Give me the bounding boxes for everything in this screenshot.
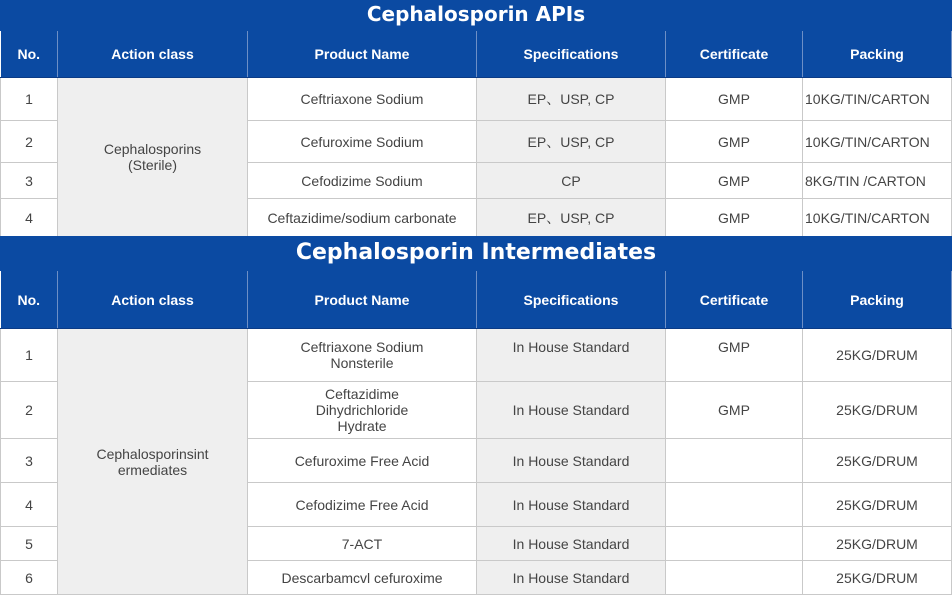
header-packing: Packing <box>803 31 952 78</box>
action-class-line: Cephalosporins <box>103 141 202 157</box>
specification: In House Standard <box>477 329 666 382</box>
product-name-line: Nonsterile <box>330 355 394 371</box>
specification: In House Standard <box>477 439 666 483</box>
packing: 25KG/DRUM <box>803 483 952 527</box>
row-number: 3 <box>1 439 58 483</box>
specification: CP <box>477 163 666 199</box>
certificate: GMP <box>666 382 803 439</box>
header-no: No. <box>1 271 58 329</box>
header-product-name: Product Name <box>248 31 477 78</box>
specification: In House Standard <box>477 382 666 439</box>
product-name: Ceftazidime/sodium carbonate <box>248 199 477 237</box>
packing: 25KG/DRUM <box>803 527 952 561</box>
row-number: 3 <box>1 163 58 199</box>
product-name-line: Ceftazidime <box>325 386 399 402</box>
action-class-line: (Sterile) <box>127 157 177 173</box>
product-name: Ceftriaxone Sodium <box>248 78 477 121</box>
packing: 25KG/DRUM <box>803 561 952 595</box>
packing: 8KG/TIN /CARTON <box>803 163 952 199</box>
header-packing: Packing <box>803 271 952 329</box>
action-class-cell <box>58 329 248 595</box>
apis-table <box>0 31 952 237</box>
specification: EP、USP, CP <box>477 78 666 121</box>
product-name <box>248 329 477 382</box>
product-name-line: Dihydrichloride <box>315 402 409 418</box>
intermediates-title: Cephalosporin Intermediates <box>0 236 952 271</box>
certificate <box>666 561 803 595</box>
certificate: GMP <box>666 163 803 199</box>
row-number: 5 <box>1 527 58 561</box>
specification: EP、USP, CP <box>477 121 666 163</box>
certificate <box>666 483 803 527</box>
product-name: Cefodizime Free Acid <box>248 483 477 527</box>
row-number: 2 <box>1 121 58 163</box>
header-certificate: Certificate <box>666 271 803 329</box>
table-row <box>1 78 952 121</box>
certificate: GMP <box>666 121 803 163</box>
certificate: GMP <box>666 78 803 121</box>
intermediates-header-row <box>1 271 952 329</box>
header-no: No. <box>1 31 58 78</box>
action-class-line: ermediates <box>117 461 188 478</box>
packing: 25KG/DRUM <box>803 439 952 483</box>
specification: In House Standard <box>477 483 666 527</box>
certificate <box>666 527 803 561</box>
product-name: Descarbamcvl cefuroxime <box>248 561 477 595</box>
packing: 25KG/DRUM <box>803 382 952 439</box>
product-name <box>248 382 477 439</box>
apis-title: Cephalosporin APIs <box>0 0 952 31</box>
product-name: Cefuroxime Sodium <box>248 121 477 163</box>
certificate: GMP <box>666 199 803 237</box>
header-action-class: Action class <box>58 271 248 329</box>
header-certificate: Certificate <box>666 31 803 78</box>
row-number: 4 <box>1 199 58 237</box>
packing: 25KG/DRUM <box>803 329 952 382</box>
product-name: 7-ACT <box>248 527 477 561</box>
product-name: Cefuroxime Free Acid <box>248 439 477 483</box>
packing: 10KG/TIN/CARTON <box>803 121 952 163</box>
product-name: Cefodizime Sodium <box>248 163 477 199</box>
row-number: 6 <box>1 561 58 595</box>
packing: 10KG/TIN/CARTON <box>803 78 952 121</box>
header-product-name: Product Name <box>248 271 477 329</box>
header-specifications: Specifications <box>477 271 666 329</box>
row-number: 4 <box>1 483 58 527</box>
certificate <box>666 439 803 483</box>
table-row <box>1 329 952 382</box>
row-number: 1 <box>1 329 58 382</box>
specification: In House Standard <box>477 527 666 561</box>
certificate: GMP <box>666 329 803 382</box>
specification: In House Standard <box>477 561 666 595</box>
action-class-line: Cephalosporinsint <box>96 445 209 462</box>
row-number: 1 <box>1 78 58 121</box>
action-class-cell <box>58 78 248 237</box>
product-name-line: Ceftriaxone Sodium <box>300 339 424 355</box>
row-number: 2 <box>1 382 58 439</box>
intermediates-table <box>0 271 952 595</box>
packing: 10KG/TIN/CARTON <box>803 199 952 237</box>
header-action-class: Action class <box>58 31 248 78</box>
specification: EP、USP, CP <box>477 199 666 237</box>
header-specifications: Specifications <box>477 31 666 78</box>
product-name-line: Hydrate <box>337 418 387 434</box>
apis-header-row <box>1 31 952 78</box>
